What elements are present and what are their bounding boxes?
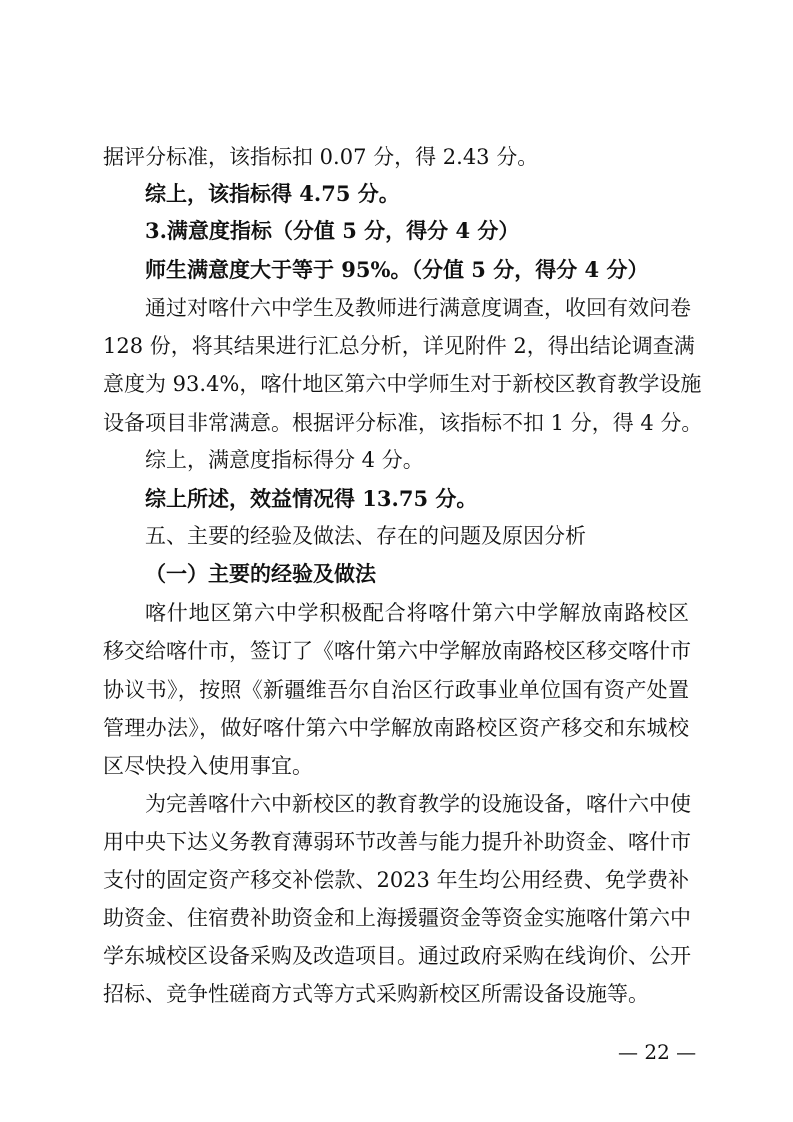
paragraph-line: 用中央下达义务教育薄弱环节改善与能力提升补助资金、喀什市 [103, 830, 691, 854]
paragraph-line: 设备项目非常满意。根据评分标准，该指标不扣 1 分，得 4 分。 [103, 411, 703, 435]
section-heading: 3.满意度指标（分值 5 分，得分 4 分） [145, 218, 520, 243]
paragraph-line: 据评分标准，该指标扣 0.07 分，得 2.43 分。 [103, 145, 539, 169]
paragraph-line: 移交给喀什市，签订了《喀什第六中学解放南路校区移交喀什市 [103, 639, 691, 663]
paragraph-line: 喀什地区第六中学积极配合将喀什第六中学解放南路校区 [145, 601, 689, 625]
paragraph-line: 管理办法》，做好喀什第六中学解放南路校区资产移交和东城校 [103, 716, 689, 740]
paragraph-line: 128 份，将其结果进行汇总分析，详见附件 2，得出结论调查满 [103, 334, 695, 358]
section-heading: 五、主要的经验及做法、存在的问题及原因分析 [145, 524, 586, 548]
summary-line: 综上所述，效益情况得 13.75 分。 [145, 486, 478, 511]
indicator-heading: 师生满意度大于等于 95%。（分值 5 分，得分 4 分） [145, 257, 649, 282]
paragraph-line: 意度为 93.4%，喀什地区第六中学师生对于新校区教育教学设施 [103, 372, 702, 396]
paragraph-line: 为完善喀什六中新校区的教育教学的设施设备，喀什六中使 [145, 792, 691, 816]
paragraph-line: 通过对喀什六中学生及教师进行满意度调查，收回有效问卷 [145, 296, 691, 320]
paragraph-line: 招标、竞争性磋商方式等方式采购新校区所需设备设施等。 [103, 982, 649, 1006]
paragraph-line: 区尽快投入使用事宜。 [103, 754, 313, 778]
page-number: — 22 — [618, 1040, 697, 1064]
summary-line: 综上，该指标得 4.75 分。 [145, 181, 400, 206]
subsection-heading: （一）主要的经验及做法 [145, 561, 376, 586]
paragraph-line: 协议书》，按照《新疆维吾尔自治区行政事业单位国有资产处置 [103, 678, 689, 702]
paragraph-line: 综上，满意度指标得分 4 分。 [145, 448, 424, 472]
paragraph-line: 支付的固定资产移交补偿款、2023 年生均公用经费、免学费补 [103, 868, 689, 892]
paragraph-line: 学东城校区设备采购及改造项目。通过政府采购在线询价、公开 [103, 944, 691, 968]
paragraph-line: 助资金、住宿费补助资金和上海援疆资金等资金实施喀什第六中 [103, 906, 691, 930]
